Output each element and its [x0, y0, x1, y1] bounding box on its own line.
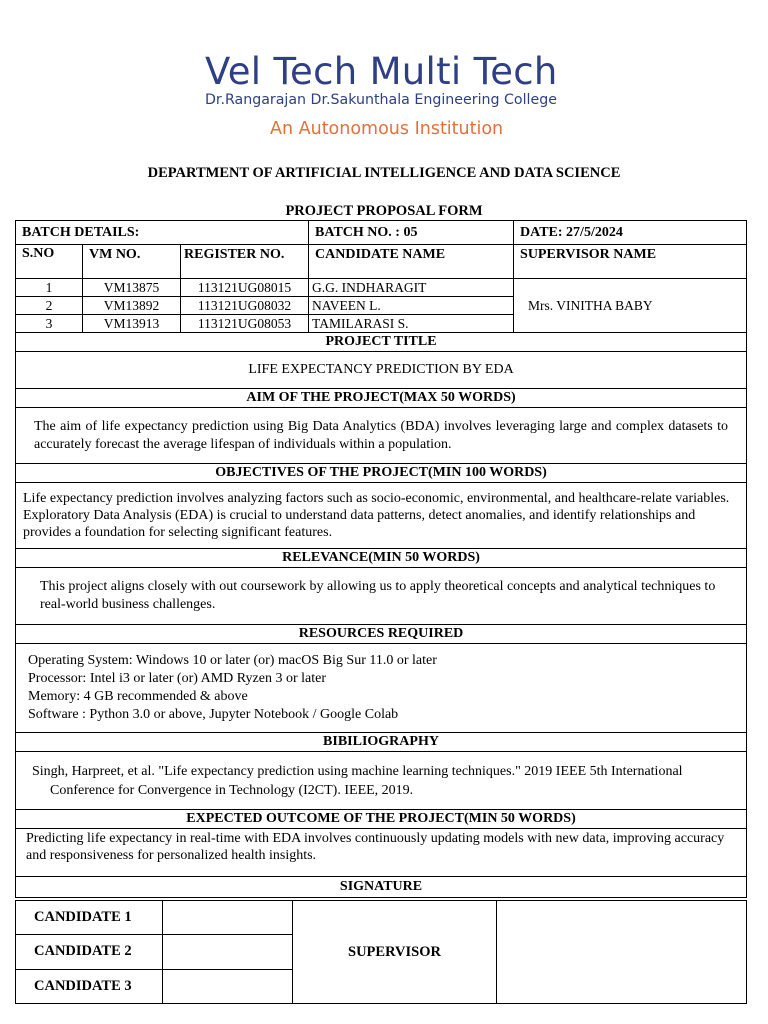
candidate-2-signature-field	[163, 935, 293, 969]
student-sno: 3	[16, 315, 83, 333]
outcome-heading: EXPECTED OUTCOME OF THE PROJECT(MIN 50 WORDS)	[16, 810, 747, 829]
candidate-3-label: CANDIDATE 3	[16, 969, 163, 1003]
logo-tagline: An Autonomous Institution	[270, 119, 504, 139]
col-supervisor-name: SUPERVISOR NAME	[514, 245, 747, 279]
candidate-2-label: CANDIDATE 2	[16, 935, 163, 969]
logo-title: Vel Tech Multi Tech	[205, 50, 558, 93]
department-heading: DEPARTMENT OF ARTIFICIAL INTELLIGENCE AND DATA SCIENCE	[147, 165, 621, 181]
outcome-text: Predicting life expectancy in real-time with EDA involves continuously updating models with new data, improving accuracy and responsiveness for personalized health insights.	[16, 829, 747, 877]
form-title: PROJECT PROPOSAL FORM	[285, 203, 483, 219]
list-item: Operating System: Windows 10 or later (or) macOS Big Sur 11.0 or later	[28, 653, 437, 668]
aim-text: The aim of life expectancy prediction using Big Data Analytics (BDA) involves leveraging large and complex datasets to accurately forecast the average lifespan of individuals within a population.	[16, 408, 747, 464]
student-sno: 2	[16, 297, 83, 315]
batch-number: BATCH NO. : 05	[309, 221, 514, 245]
bibliography-heading: BIBILIOGRAPHY	[16, 733, 747, 752]
relevance-text: This project aligns closely with out coursework by allowing us to apply theoretical concepts and analytical techniques to real-world business challenges.	[16, 568, 747, 625]
resources-heading: RESOURCES REQUIRED	[16, 625, 747, 644]
student-reg: 113121UG08015	[181, 279, 309, 297]
col-sno: S.NO	[16, 245, 83, 279]
candidate-3-signature-field	[163, 969, 293, 1003]
col-vm-no: VM NO.	[83, 245, 181, 279]
col-candidate-name: CANDIDATE NAME	[309, 245, 514, 279]
batch-details-label: BATCH DETAILS:	[16, 221, 309, 245]
project-title-heading: PROJECT TITLE	[16, 333, 747, 352]
list-item: Processor: Intel i3 or later (or) AMD Ryzen 3 or later	[28, 671, 327, 686]
college-logo	[0, 0, 768, 160]
student-reg: 113121UG08032	[181, 297, 309, 315]
supervisor-label: SUPERVISOR	[293, 901, 497, 1004]
signature-heading: SIGNATURE	[16, 877, 747, 898]
candidate-1-label: CANDIDATE 1	[16, 901, 163, 935]
student-name: NAVEEN L.	[309, 297, 514, 315]
objectives-heading: OBJECTIVES OF THE PROJECT(MIN 100 WORDS)	[16, 464, 747, 483]
supervisor-value: Mrs. VINITHA BABY	[514, 279, 747, 333]
batch-row	[16, 221, 747, 245]
logo-subtitle: Dr.Rangarajan Dr.Sakunthala Engineering College	[205, 92, 557, 108]
student-name: TAMILARASI S.	[309, 315, 514, 333]
col-register-no: REGISTER NO.	[181, 245, 309, 279]
resources-list	[16, 644, 747, 733]
supervisor-signature-field	[497, 901, 747, 1004]
list-item: Software : Python 3.0 or above, Jupyter Notebook / Google Colab	[28, 707, 399, 722]
signature-table	[15, 900, 747, 1004]
student-reg: 113121UG08053	[181, 315, 309, 333]
proposal-table	[15, 220, 747, 898]
aim-heading: AIM OF THE PROJECT(MAX 50 WORDS)	[16, 389, 747, 408]
student-vm: VM13892	[83, 297, 181, 315]
batch-date: DATE: 27/5/2024	[514, 221, 747, 245]
student-sno: 1	[16, 279, 83, 297]
column-header-row	[16, 245, 747, 279]
bibliography-text: Singh, Harpreet, et al. "Life expectancy prediction using machine learning techniques." 2019 IEEE 5th International Conference for Convergence in Technology (I2CT). IEEE, 2019.	[16, 752, 747, 810]
table-row	[16, 279, 747, 297]
student-name: G.G. INDHARAGIT	[309, 279, 514, 297]
project-title: LIFE EXPECTANCY PREDICTION BY EDA	[16, 352, 747, 389]
student-vm: VM13875	[83, 279, 181, 297]
candidate-1-signature-field	[163, 901, 293, 935]
objectives-text: Life expectancy prediction involves analyzing factors such as socio-economic, environmental, and healthcare-relate variables. Exploratory Data Analysis (EDA) is crucial to understand data patterns, detect anomalies, and identify relationships and provides a foundation for selecting significant features.	[16, 483, 747, 549]
student-vm: VM13913	[83, 315, 181, 333]
list-item: Memory: 4 GB recommended & above	[28, 689, 248, 704]
relevance-heading: RELEVANCE(MIN 50 WORDS)	[16, 549, 747, 568]
